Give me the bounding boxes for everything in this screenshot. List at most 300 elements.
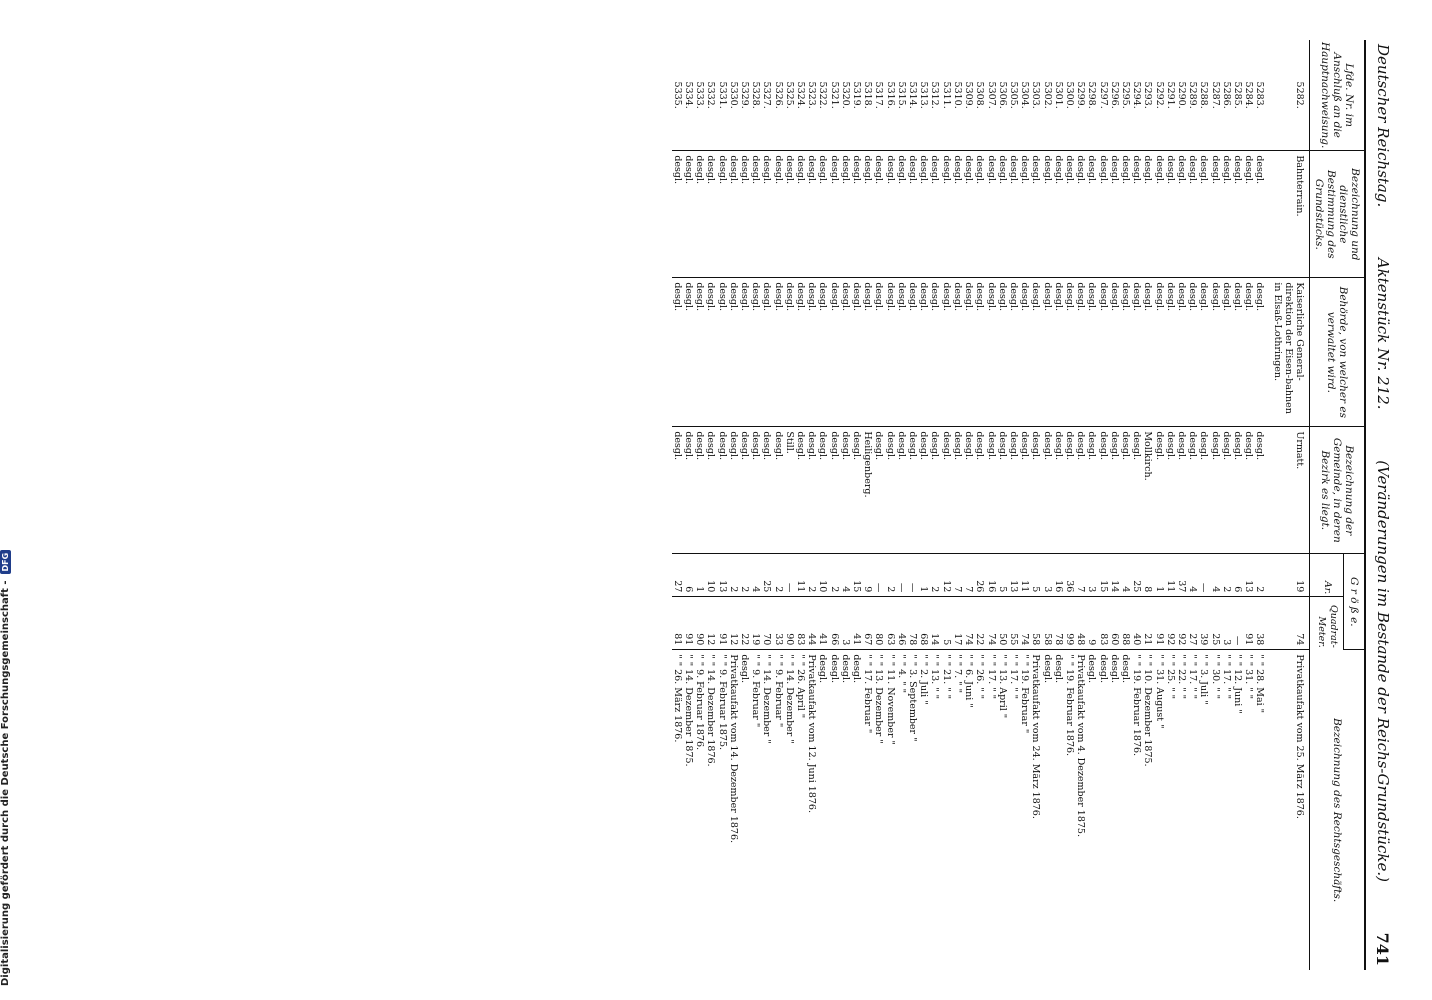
cell-ar: 2 [806,554,817,597]
cell-nr: 5294. [1131,40,1142,151]
cell-ar: 5 [1030,554,1041,597]
cell-bezeichnung: desgl. [974,151,985,278]
table-row [1019,40,1030,970]
cell-gemeinde: desgl. [907,427,918,554]
cell-nr: 5320. [840,40,851,151]
document-page [60,40,1400,970]
cell-qm: 58 [1041,597,1052,650]
cell-behoerde: desgl. [873,278,884,427]
cell-bezeichnung: desgl. [795,151,806,278]
cell-behoerde: desgl. [1030,278,1041,427]
cell-behoerde: desgl. [1086,278,1097,427]
cell-qm: 83 [1097,597,1108,650]
cell-ar: 1 [918,554,929,597]
cell-behoerde: desgl. [851,278,862,427]
cell-gemeinde: desgl. [1109,427,1120,554]
cell-rechtsgeschaeft: " " 26. " " [974,654,986,699]
table-row [728,40,739,970]
cell-qm: 5 [941,597,952,650]
cell-bezeichnung: desgl. [884,151,895,278]
cell-ar: 13 [1008,554,1019,597]
cell-ar: 7 [1075,554,1086,597]
cell-gemeinde: desgl. [918,427,929,554]
cell-behoerde: desgl. [772,278,783,427]
cell-rechtsgeschaeft: desgl. [1041,654,1053,684]
cell-ar: 11 [1019,554,1030,597]
cell-gemeinde: desgl. [806,427,817,554]
cell-bezeichnung: desgl. [1254,151,1265,278]
table-row [840,40,851,970]
cell-bezeichnung: desgl. [1075,151,1086,278]
cell-gemeinde: desgl. [1243,427,1254,554]
cell-nr: 5322. [817,40,828,151]
cell-bezeichnung: desgl. [772,151,783,278]
cell-behoerde: desgl. [929,278,940,427]
table-row [672,40,683,970]
cell-bezeichnung: desgl. [851,151,862,278]
table-row [851,40,862,970]
cell-nr: 5285. [1232,40,1243,151]
cell-behoerde: desgl. [716,278,727,427]
cell-nr: 5311. [941,40,952,151]
cell-gemeinde: desgl. [851,427,862,554]
cell-qm: 68 [918,597,929,650]
header-rechtsgeschaeft: Bezeichnung des Rechtsgeschäfts. [1310,650,1365,970]
cell-rechtsgeschaeft: " " 13. Dezember " [873,654,885,744]
cell-qm: 91 [716,597,727,650]
cell-qm: 74 [1019,597,1030,650]
cell-qm: 55 [1008,597,1019,650]
cell-qm: 83 [795,597,806,650]
cell-gemeinde: desgl. [761,427,772,554]
table-row [1142,40,1153,970]
cell-nr: 5329. [739,40,750,151]
table-row [1053,40,1064,970]
cell-behoerde: desgl. [750,278,761,427]
cell-ar: 26 [974,554,985,597]
cell-behoerde: desgl. [1019,278,1030,427]
cell-ar: 7 [963,554,974,597]
cell-behoerde: desgl. [997,278,1008,427]
cell-bezeichnung: desgl. [1198,151,1209,278]
cell-behoerde: desgl. [694,278,705,427]
cell-ar: — [873,554,884,597]
cell-behoerde: desgl. [784,278,795,427]
table-row [862,40,873,970]
cell-qm: 67 [862,597,873,650]
cell-nr: 5289. [1187,40,1198,151]
cell-rechtsgeschaeft: " " 21. " " [940,654,952,699]
table-row [918,40,929,970]
cell-bezeichnung: desgl. [1041,151,1052,278]
cell-nr: 5318. [862,40,873,151]
cell-rechtsgeschaeft: Privatkaufakt vom 25. März 1876. [1294,654,1305,819]
cell-nr: 5296. [1109,40,1120,151]
cell-rechtsgeschaeft: desgl. [1086,654,1098,684]
cell-bezeichnung: desgl. [683,151,694,278]
cell-ar: 2 [828,554,839,597]
cell-behoerde: desgl. [1232,278,1243,427]
cell-gemeinde: Mollkirch. [1142,427,1153,554]
cell-behoerde: desgl. [840,278,851,427]
cell-qm: 74 [963,597,974,650]
cell-ar: 2 [728,554,739,597]
cell-qm: 63 [884,597,895,650]
cell-gemeinde: desgl. [1064,427,1075,554]
cell-bezeichnung: desgl. [761,151,772,278]
cell-qm: 50 [997,597,1008,650]
journal-title: Deutscher Reichstag. [1374,44,1392,208]
table-row [963,40,974,970]
cell-gemeinde: desgl. [716,427,727,554]
table-row [1041,40,1052,970]
cell-nr: 5335. [672,40,683,151]
cell-rechtsgeschaeft: desgl. [1097,654,1109,684]
table-row [1176,40,1187,970]
cell-nr: 5316. [884,40,895,151]
cell-rechtsgeschaeft: " " 7. " " [951,654,963,693]
table-row [1086,40,1097,970]
cell-qm: 12 [705,597,716,650]
cell-qm: 81 [672,597,683,650]
cell-ar: 2 [772,554,783,597]
table-row [997,40,1008,970]
cell-behoerde: desgl. [1053,278,1064,427]
header-bezeichnung: Bezeichnung und dienstliche Bestimmung des Grundstücks. [1310,151,1365,278]
table-row [1008,40,1019,970]
cell-behoerde: desgl. [795,278,806,427]
cell-nr: 5308. [974,40,985,151]
table-row [1165,40,1176,970]
cell-qm: 90 [784,597,795,650]
cell-ar: 37 [1176,554,1187,597]
cell-behoerde: desgl. [817,278,828,427]
cell-behoerde: desgl. [806,278,817,427]
cell-nr: 5331. [716,40,727,151]
cell-bezeichnung: desgl. [1187,151,1198,278]
cell-qm: 25 [1209,597,1220,650]
cell-rechtsgeschaeft: " " 26. April " [795,654,807,719]
cell-nr: 5306. [997,40,1008,151]
cell-ar: 9 [862,554,873,597]
cell-bezeichnung: desgl. [1142,151,1153,278]
cell-bezeichnung: desgl. [985,151,996,278]
cell-qm: 74 [985,597,996,650]
cell-rechtsgeschaeft: " " 17. Februar " [862,654,874,734]
cell-behoerde: desgl. [672,278,683,427]
cell-ar: 3 [1041,554,1052,597]
cell-nr: 5328. [750,40,761,151]
cell-ar: 13 [716,554,727,597]
cell-qm: 39 [1198,597,1209,650]
cell-qm: 22 [739,597,750,650]
cell-ar: 6 [683,554,694,597]
dfg-badge: DFG [0,550,11,575]
table-row [772,40,783,970]
cell-behoerde: desgl. [884,278,895,427]
cell-gemeinde: desgl. [1086,427,1097,554]
cell-nr: 5309. [963,40,974,151]
side-note [0,0,20,1000]
table-row [1064,40,1075,970]
cell-rechtsgeschaeft: " " 9. Februar " [750,654,762,728]
cell-behoerde: desgl. [739,278,750,427]
cell-nr: 5315. [896,40,907,151]
cell-ar: 15 [1097,554,1108,597]
cell-bezeichnung: desgl. [716,151,727,278]
cell-rechtsgeschaeft: Privatkaufakt vom 4. Dezember 1875. [1075,654,1087,837]
cell-rechtsgeschaeft: desgl. [828,654,840,684]
table-row [1187,40,1198,970]
cell-bezeichnung: desgl. [1120,151,1131,278]
cell-gemeinde: desgl. [694,427,705,554]
cell-nr: 5325. [784,40,795,151]
cell-bezeichnung: desgl. [941,151,952,278]
cell-gemeinde: desgl. [1019,427,1030,554]
cell-rechtsgeschaeft: " " 14. Dezember " [761,654,773,744]
cell-gemeinde: desgl. [1008,427,1019,554]
cell-bezeichnung: desgl. [873,151,884,278]
cell-bezeichnung: desgl. [997,151,1008,278]
cell-gemeinde: desgl. [929,427,940,554]
cell-gemeinde: desgl. [1120,427,1131,554]
cell-bezeichnung: desgl. [1209,151,1220,278]
cell-bezeichnung: desgl. [1086,151,1097,278]
cell-behoerde: desgl. [761,278,772,427]
cell-behoerde: Kaiserliche General-direktion der Eisen-bahnen in Elsaß-Lothringen. [1265,278,1309,427]
cell-rechtsgeschaeft: " " 19. Februar 1876. [1063,654,1075,757]
cell-gemeinde: desgl. [772,427,783,554]
cell-rechtsgeschaeft: " " 10. Dezember 1875. [1142,654,1154,767]
cell-rechtsgeschaeft: " " 17. " " [1220,654,1232,699]
cell-behoerde: desgl. [1142,278,1153,427]
cell-nr: 5295. [1120,40,1131,151]
cell-behoerde: desgl. [1041,278,1052,427]
cell-gemeinde: desgl. [683,427,694,554]
cell-ar: 13 [1243,554,1254,597]
cell-nr: 5314. [907,40,918,151]
cell-gemeinde: desgl. [1131,427,1142,554]
cell-gemeinde: desgl. [1232,427,1243,554]
cell-ar: 2 [739,554,750,597]
cell-qm: 3 [840,597,851,650]
cell-behoerde: desgl. [1254,278,1265,427]
cell-nr: 5310. [952,40,963,151]
cell-ar: — [907,554,918,597]
header-groesse: G r ö ß e. [1344,554,1364,650]
cell-qm: 91 [1243,597,1254,650]
cell-bezeichnung: desgl. [952,151,963,278]
table-row [1109,40,1120,970]
cell-gemeinde: desgl. [739,427,750,554]
cell-behoerde: desgl. [1109,278,1120,427]
header-behoerde: Behörde, von welcher es verwaltet wird. [1310,278,1365,427]
cell-bezeichnung: desgl. [840,151,851,278]
cell-qm: 91 [683,597,694,650]
cell-behoerde: desgl. [896,278,907,427]
cell-nr: 5321. [828,40,839,151]
table-row [694,40,705,970]
cell-behoerde: desgl. [705,278,716,427]
cell-bezeichnung: desgl. [694,151,705,278]
cell-behoerde: desgl. [1120,278,1131,427]
table-row [1030,40,1041,970]
cell-rechtsgeschaeft: " " 14. Dezember 1875. [683,654,695,767]
cell-rechtsgeschaeft: " " 3. September " [907,654,919,742]
cell-qm: 17 [952,597,963,650]
cell-nr: 5332. [705,40,716,151]
cell-ar: 7 [952,554,963,597]
cell-gemeinde: desgl. [1165,427,1176,554]
cell-nr: 5327. [761,40,772,151]
cell-rechtsgeschaeft: desgl. [739,654,751,684]
cell-qm: 14 [929,597,940,650]
cell-rechtsgeschaeft: " " 11. November " [884,654,896,745]
table-row [828,40,839,970]
table-row [1209,40,1220,970]
cell-ar: 19 [1265,554,1309,597]
cell-ar: 2 [929,554,940,597]
header-gemeinde: Bezeichnung der Gemeinde, in deren Bezirk es liegt. [1310,427,1365,554]
table-row [1243,40,1254,970]
cell-ar: 1 [1153,554,1164,597]
cell-nr: 5333. [694,40,705,151]
table-row [795,40,806,970]
header-qm: Quadrat-Meter. [1310,597,1344,650]
cell-gemeinde: desgl. [728,427,739,554]
cell-rechtsgeschaeft: " " 28. Mai " [1254,654,1266,714]
cell-qm: 22 [974,597,985,650]
cell-qm: — [1232,597,1243,650]
table-row [1097,40,1108,970]
cell-bezeichnung: desgl. [1243,151,1254,278]
cell-rechtsgeschaeft: " " 6. Juni " [963,654,975,708]
cell-rechtsgeschaeft: " " 9. Februar 1876. [694,654,706,751]
cell-behoerde: desgl. [952,278,963,427]
table-row [974,40,985,970]
cell-gemeinde: desgl. [828,427,839,554]
cell-rechtsgeschaeft: Privatkaufakt vom 12. Juni 1876. [806,654,818,813]
cell-gemeinde: desgl. [705,427,716,554]
cell-rechtsgeschaeft: " " 17. " " [1187,654,1199,699]
cell-nr: 5312. [929,40,940,151]
cell-ar: 2 [1254,554,1265,597]
cell-rechtsgeschaeft: desgl. [851,654,863,684]
cell-rechtsgeschaeft: desgl. [1119,654,1131,684]
property-table [672,40,1364,970]
table-row [884,40,895,970]
cell-bezeichnung: desgl. [817,151,828,278]
cell-qm: 44 [806,597,817,650]
cell-nr: 5307. [985,40,996,151]
cell-qm: 19 [750,597,761,650]
cell-ar: 2 [884,554,895,597]
cell-qm: 21 [1142,597,1153,650]
cell-nr: 5290. [1176,40,1187,151]
table-row [1075,40,1086,970]
cell-nr: 5283. [1254,40,1265,151]
cell-bezeichnung: desgl. [1232,151,1243,278]
cell-bezeichnung: Bahnterrain. [1265,151,1309,278]
cell-gemeinde: desgl. [1209,427,1220,554]
cell-ar: 6 [1232,554,1243,597]
cell-bezeichnung: desgl. [750,151,761,278]
cell-ar: 4 [1187,554,1198,597]
cell-behoerde: desgl. [907,278,918,427]
cell-behoerde: desgl. [1243,278,1254,427]
cell-ar: 8 [1142,554,1153,597]
cell-bezeichnung: desgl. [1064,151,1075,278]
funding-note: Digitalisierung gefördert durch die Deutsche Forschungsgemeinschaft - [0,580,11,986]
cell-rechtsgeschaeft: " " 31. August " [1153,654,1165,729]
cell-nr: 5313. [918,40,929,151]
cell-rechtsgeschaeft: " " 25. " " [1164,654,1176,699]
cell-behoerde: desgl. [974,278,985,427]
cell-behoerde: desgl. [683,278,694,427]
cell-bezeichnung: desgl. [784,151,795,278]
cell-ar: — [784,554,795,597]
cell-qm: 66 [828,597,839,650]
cell-qm: 92 [1165,597,1176,650]
cell-qm: 78 [1053,597,1064,650]
table-row [761,40,772,970]
table-row [1153,40,1164,970]
cell-bezeichnung: desgl. [929,151,940,278]
cell-gemeinde: desgl. [997,427,1008,554]
cell-nr: 5304. [1019,40,1030,151]
table-row [1120,40,1131,970]
cell-gemeinde: desgl. [795,427,806,554]
cell-ar: 5 [997,554,1008,597]
table-row [817,40,828,970]
table-row-first [1265,40,1309,970]
cell-qm: 60 [1109,597,1120,650]
cell-bezeichnung: desgl. [963,151,974,278]
cell-rechtsgeschaeft: " " 2. Juli " [918,654,930,705]
cell-gemeinde: desgl. [896,427,907,554]
cell-nr: 5300. [1064,40,1075,151]
table-row [1198,40,1209,970]
cell-gemeinde: desgl. [750,427,761,554]
cell-rechtsgeschaeft: desgl. [1052,654,1064,684]
cell-qm: 74 [1265,597,1309,650]
cell-ar: 4 [1209,554,1220,597]
cell-behoerde: desgl. [862,278,873,427]
cell-gemeinde: desgl. [1075,427,1086,554]
cell-behoerde: desgl. [918,278,929,427]
cell-nr: 5319. [851,40,862,151]
running-head [1364,40,1400,970]
cell-behoerde: desgl. [1165,278,1176,427]
cell-qm: 41 [851,597,862,650]
cell-ar: 16 [985,554,996,597]
cell-bezeichnung: desgl. [1097,151,1108,278]
cell-behoerde: desgl. [1176,278,1187,427]
cell-behoerde: desgl. [985,278,996,427]
cell-qm: 99 [1064,597,1075,650]
table-row [705,40,716,970]
cell-ar: 14 [1109,554,1120,597]
cell-ar: 1 [694,554,705,597]
cell-gemeinde: desgl. [1254,427,1265,554]
cell-qm: 27 [1187,597,1198,650]
cell-ar: 11 [1165,554,1176,597]
cell-rechtsgeschaeft: desgl. [817,654,829,684]
cell-rechtsgeschaeft: desgl. [839,654,851,684]
cell-bezeichnung: desgl. [1176,151,1187,278]
cell-gemeinde: desgl. [873,427,884,554]
cell-qm: 88 [1120,597,1131,650]
